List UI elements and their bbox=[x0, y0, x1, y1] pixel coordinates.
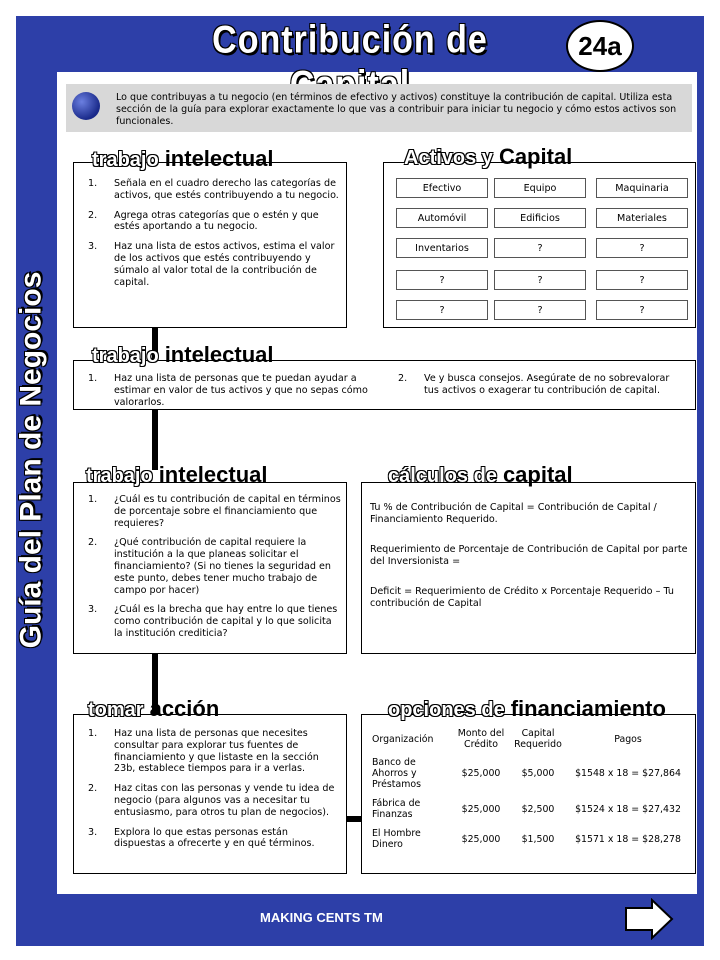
table-cell: $25,000 bbox=[461, 833, 501, 845]
intro-text: Lo que contribuyas a tu negocio (en términos de efectivo y activos) constituye la contribución de capital. Utiliza esta sección de la guía para explorar exactamente lo que vas a contribuir para iniciar tu negocio y cómo estos activos son funcionales. bbox=[116, 92, 677, 127]
list-item: 2. Haz citas con las personas y vende tu idea de negocio (para algunos vas a necesitar tu entusiasmo, para otros tu plan de negocios). bbox=[88, 783, 335, 818]
table-cell: $1548 x 18 = $27,864 bbox=[575, 767, 681, 779]
list-item: 2. ¿Qué contribución de capital requiere la institución a la que planeas solicitar el financiamiento? (Si no tienes la seguridad en este punto, debes tener mucho trabajo de campo por hacer) bbox=[88, 537, 331, 596]
table-cell: Fábrica de Finanzas bbox=[372, 798, 421, 820]
heading-outline: Activos y bbox=[404, 147, 493, 169]
list-item: 2. Agrega otras categorías que o estén y que estés aportando a tu negocio. bbox=[88, 209, 319, 233]
asset-cell: Inventarios bbox=[396, 238, 488, 258]
intro-panel bbox=[66, 84, 692, 132]
table-cell: $25,000 bbox=[461, 803, 501, 815]
asset-cell: ? bbox=[596, 270, 688, 290]
table-cell: $1524 x 18 = $27,432 bbox=[575, 803, 681, 815]
page-title: Contribución de bbox=[212, 18, 488, 62]
heading-solid: intelectual bbox=[158, 462, 268, 487]
section-1-heading bbox=[92, 146, 274, 172]
action-heading bbox=[88, 696, 219, 722]
connector-line bbox=[346, 816, 362, 822]
heading-solid: acción bbox=[149, 696, 220, 721]
column-header: Monto del Crédito bbox=[457, 728, 505, 750]
table-row bbox=[370, 794, 692, 824]
heading-solid: financiamiento bbox=[510, 696, 666, 721]
heading-outline: tomar bbox=[88, 699, 144, 721]
table-header-row bbox=[370, 726, 692, 752]
column-header: Organización bbox=[372, 733, 434, 745]
heading-outline: trabajo bbox=[86, 465, 153, 487]
table-cell: El Hombre Dinero bbox=[372, 828, 421, 850]
list-item: 1. ¿Cuál es tu contribución de capital en términos de porcentaje sobre el financiamiento que requieres? bbox=[88, 494, 341, 529]
asset-cell: ? bbox=[494, 238, 586, 258]
bullet-icon bbox=[72, 92, 100, 120]
table-row bbox=[370, 752, 692, 794]
asset-cell: ? bbox=[596, 300, 688, 320]
heading-outline: opciones de bbox=[388, 699, 505, 721]
calc-line: Tu % de Contribución de Capital = Contribución de Capital / Financiamiento Requerido. bbox=[370, 502, 657, 525]
sidebar-title bbox=[6, 271, 56, 649]
asset-cell: ? bbox=[396, 300, 488, 320]
heading-outline: cálculos de bbox=[388, 465, 497, 487]
column-header: Capital Requerido bbox=[514, 728, 562, 750]
heading-outline: trabajo bbox=[92, 149, 159, 171]
asset-cell: Edificios bbox=[494, 208, 586, 228]
section-1-steps bbox=[76, 178, 342, 296]
financing-table bbox=[370, 726, 692, 854]
assets-heading bbox=[404, 144, 572, 170]
list-item: 1. Haz una lista de personas que te puedan ayudar a estimar en valor de tus activos y que no sepas cómo valorarlos. bbox=[88, 373, 368, 408]
table-cell: $25,000 bbox=[461, 767, 501, 779]
list-item: 2. Ve y busca consejos. Asegúrate de no sobrevalorar tus activos o exagerar tu contribución de capital. bbox=[398, 373, 670, 396]
asset-cell: Efectivo bbox=[396, 178, 488, 198]
calc-lines bbox=[370, 502, 688, 628]
section-3-heading bbox=[86, 462, 268, 488]
section-2-heading bbox=[92, 342, 274, 368]
list-item: 1. Señala en el cuadro derecho las categorías de activos, que estés contribuyendo a tu negocio. bbox=[88, 178, 339, 201]
heading-solid: intelectual bbox=[164, 146, 274, 171]
calc-heading bbox=[388, 462, 573, 488]
asset-cell: ? bbox=[494, 270, 586, 290]
asset-cell: ? bbox=[596, 238, 688, 258]
asset-cell: Materiales bbox=[596, 208, 688, 228]
heading-outline: trabajo bbox=[92, 345, 159, 367]
heading-solid: intelectual bbox=[164, 342, 274, 367]
footer-brand: MAKING CENTS TM bbox=[260, 910, 383, 925]
asset-cell: Automóvil bbox=[396, 208, 488, 228]
asset-cell: Maquinaria bbox=[596, 178, 688, 198]
next-arrow-icon[interactable] bbox=[624, 898, 674, 940]
table-cell: $1,500 bbox=[521, 833, 555, 845]
calc-line: Deficit = Requerimiento de Crédito x Porcentaje Requerido – Tu contribución de Capital bbox=[370, 586, 674, 609]
heading-solid: Capital bbox=[498, 144, 573, 169]
table-cell: $5,000 bbox=[521, 767, 555, 779]
table-cell: $1571 x 18 = $28,278 bbox=[575, 833, 681, 845]
list-item: 3. Explora lo que estas personas están dispuestas a ofrecerte y en qué términos. bbox=[88, 826, 315, 850]
list-item: 1. Haz una lista de personas que necesites consultar para explorar tus fuentes de financiamiento y que listaste en la sección 23b, establece tiempos para ir a verlas. bbox=[88, 728, 319, 775]
table-cell: Banco de Ahorros y Préstamos bbox=[372, 756, 421, 790]
list-item: 3. Haz una lista de estos activos, estima el valor de los activos que estés contribuyendo y súmalo al valor total de la contribución de capital. bbox=[88, 241, 335, 288]
section-3-steps bbox=[76, 494, 342, 648]
page-number-badge: 24a bbox=[566, 20, 634, 72]
section-4-steps bbox=[76, 728, 342, 858]
connector-line bbox=[152, 410, 158, 470]
heading-solid: capital bbox=[502, 462, 573, 487]
table-row bbox=[370, 824, 692, 854]
asset-cell: ? bbox=[494, 300, 586, 320]
calc-line: Requerimiento de Porcentaje de Contribución de Capital por parte del Inversionista = bbox=[370, 544, 688, 567]
financing-heading bbox=[388, 696, 666, 722]
asset-cell: Equipo bbox=[494, 178, 586, 198]
column-header: Pagos bbox=[614, 733, 642, 745]
table-cell: $2,500 bbox=[521, 803, 555, 815]
list-item: 3. ¿Cuál es la brecha que hay entre lo que tienes como contribución de capital y lo que solicita la institución crediticia? bbox=[88, 604, 338, 639]
sidebar-title-text: Guía del Plan de Negocios bbox=[14, 271, 48, 649]
section-2-steps bbox=[76, 373, 686, 416]
asset-cell: ? bbox=[396, 270, 488, 290]
